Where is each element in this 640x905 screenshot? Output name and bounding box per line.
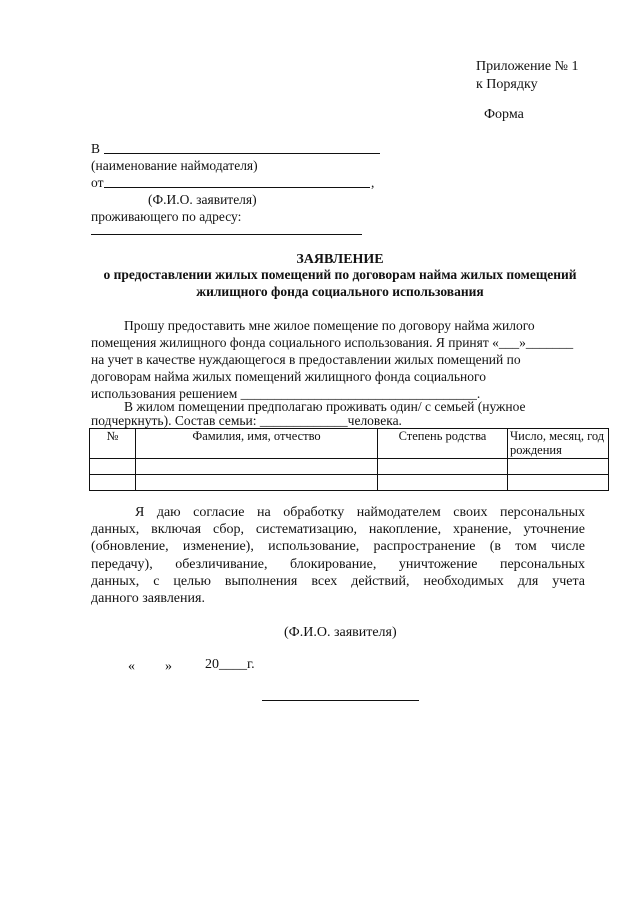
cell-full-name[interactable] [136, 459, 378, 475]
appendix-order: к Порядку [476, 77, 538, 92]
from-prefix: от [91, 175, 104, 190]
request-line-6: В жилом помещении предполагаю проживать один/ с семьей (нужное [124, 399, 526, 414]
signature-caption: (Ф.И.О. заявителя) [284, 625, 397, 640]
header-birth-date: Число, месяц, год рождения [508, 429, 609, 459]
residing-label: проживающего по адресу: [91, 209, 242, 224]
date-year: 20____г. [205, 657, 255, 672]
consent-line-4: передачу), обезличивание, блокирование, уничтожение персональных [91, 556, 585, 572]
header-number: № [90, 429, 136, 459]
cell-relationship[interactable] [378, 459, 508, 475]
date-open-quote: « [128, 659, 135, 674]
header-relationship: Степень родства [378, 429, 508, 459]
cell-relationship[interactable] [378, 475, 508, 491]
landlord-caption: (наименование наймодателя) [91, 158, 258, 173]
table-header-row [90, 429, 609, 459]
request-line-7: подчеркнуть). Состав семьи: _____________человека. [91, 413, 402, 428]
title-line-2: жилищного фонда социального использования [196, 284, 484, 299]
consent-line-6: данного заявления. [91, 591, 205, 607]
cell-birth-date[interactable] [508, 459, 609, 475]
cell-birth-date[interactable] [508, 475, 609, 491]
request-line-2: помещения жилищного фонда социального использования. Я принят «___»_______ [91, 335, 574, 350]
address-field[interactable] [91, 234, 362, 235]
family-table [89, 428, 609, 491]
cell-full-name[interactable] [136, 475, 378, 491]
signature-line[interactable] [262, 700, 419, 701]
title-line-1: о предоставлении жилых помещений по договорам найма жилых помещений [103, 267, 577, 282]
table-row[interactable] [90, 475, 609, 491]
request-line-4: договорам найма жилых помещений жилищного фонда социального [91, 369, 486, 384]
header-full-name: Фамилия, имя, отчество [136, 429, 378, 459]
from-suffix: , [371, 175, 375, 190]
table-row[interactable] [90, 459, 609, 475]
cell-number[interactable] [90, 459, 136, 475]
appendix-number: Приложение № 1 [476, 59, 579, 74]
consent-line-1: Я даю согласие на обработку наймодателем своих персональных [135, 505, 585, 520]
request-line-3: на учет в качестве нуждающегося в предоставлении жилых помещений по [91, 352, 521, 367]
consent-line-5: данных, с целью выполнения всех действий, необходимых для учета [91, 573, 585, 589]
date-close-quote: » [165, 659, 172, 674]
cell-number[interactable] [90, 475, 136, 491]
consent-line-2: данных, включая сбор, систематизацию, накопление, хранение, уточнение [91, 522, 585, 538]
to-prefix: В [91, 141, 101, 156]
document-title: ЗАЯВЛЕНИЕ [296, 252, 384, 267]
consent-line-3: (обновление, изменение), использование, распространение (в том числе [91, 539, 585, 555]
landlord-name-field[interactable] [104, 153, 380, 154]
applicant-name-field[interactable] [104, 187, 370, 188]
applicant-caption: (Ф.И.О. заявителя) [148, 192, 257, 207]
request-line-5: использования решением ___________________________________. [91, 386, 481, 401]
consent-paragraph [91, 504, 585, 607]
form-label: Форма [484, 107, 524, 122]
request-line-1: Прошу предоставить мне жилое помещение по договору найма жилого [124, 318, 535, 333]
